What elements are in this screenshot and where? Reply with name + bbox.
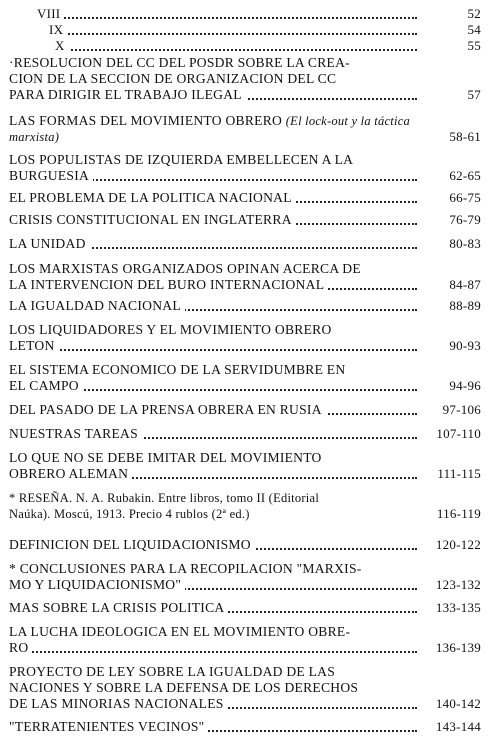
entry-title-line: * CONCLUSIONES PARA LA RECOPILACION "MARXIS- [9,561,362,576]
entry-title-line: LETON [9,338,59,353]
toc-entry [9,402,481,418]
entry-title-line: LOS LIQUIDADORES Y EL MOVIMIENTO OBRERO [9,322,332,337]
entry-pages: 133-135 [435,600,481,615]
toc-entry [9,6,481,22]
entry-title-line: EL CAMPO [9,378,83,393]
entry-title: CRISIS CONSTITUCIONAL EN INGLATERRA [9,212,296,227]
toc-entry [9,600,481,616]
entry-pages: 52 [467,6,481,21]
entry-pages: 76-79 [449,212,481,227]
entry-title: LAS FORMAS DEL MOVIMIENTO OBRERO [9,113,283,128]
entry-title-line: EL SISTEMA ECONOMICO DE LA SERVIDUMBRE EN [9,362,346,377]
toc-entry [9,362,481,394]
entry-title: LA UNIDAD [9,236,90,251]
toc-entry [9,261,481,293]
entry-pages: 123-132 [435,577,481,592]
entry-title-line: ·RESOLUCION DEL CC DEL POSDR SOBRE LA CREA- [9,55,350,70]
entry-pages: 94-96 [449,378,481,393]
entry-pages: 140-142 [435,696,481,711]
entry-title-line: DE LAS MINORIAS NACIONALES [9,696,228,711]
toc-entry [9,490,481,522]
toc-entry [9,22,481,38]
entry-title-line: LA LUCHA IDEOLOGICA EN EL MOVIMIENTO OBRE- [9,624,351,639]
entry-pages: 143-144 [435,719,481,734]
toc-entry [9,664,481,712]
entry-title-line: MO Y LIQUIDACIONISMO" [9,577,185,592]
entry-pages: 62-65 [449,168,481,183]
toc-entry [9,561,481,593]
entry-title: VIII [37,6,64,21]
toc-entry [9,719,481,735]
toc-entry [9,450,481,482]
entry-subtitle: (El lock-out y la táctica marxista) [9,114,411,144]
entry-title: MAS SOBRE LA CRISIS POLITICA [9,600,228,615]
toc-entry [9,190,481,206]
entry-title: X [55,38,69,53]
entry-pages: 66-75 [449,190,481,205]
entry-pages: 55 [467,38,481,53]
toc-entry [9,236,481,252]
entry-title: "TERRATENIENTES VECINOS" [9,719,208,734]
entry-title: IX [49,22,67,37]
entry-pages: 111-115 [437,466,481,481]
toc-entry [9,38,481,54]
entry-title-line: OBRERO ALEMAN [9,466,132,481]
entry-title-line: Naúka). Moscú, 1913. Precio 4 rublos (2ª ed.) [9,507,254,521]
entry-pages: 84-87 [449,277,481,292]
entry-pages: 116-119 [436,506,481,521]
entry-title-line: NACIONES Y SOBRE LA DEFENSA DE LOS DERECHOS [9,680,359,695]
toc-entry [9,298,481,314]
toc-entry [9,624,481,656]
entry-pages: 80-83 [449,236,481,251]
entry-title-line: LOS POPULISTAS DE IZQUIERDA EMBELLECEN A LA [9,152,354,167]
entry-pages: 107-110 [436,426,481,441]
entry-title: LA IGUALDAD NACIONAL [9,298,185,313]
toc-entry [9,537,481,553]
entry-title: DEFINICION DEL LIQUIDACIONISMO [9,537,255,552]
entry-pages: 54 [467,22,481,37]
entry-pages: 58-61 [449,129,481,144]
entry-title-line: RO [9,640,32,655]
toc-entry [9,322,481,354]
entry-title-line: PARA DIRIGIR EL TRABAJO ILEGAL [9,87,246,102]
entry-title-line: BURGUESIA [9,168,93,183]
entry-title: NUESTRAS TAREAS [9,426,142,441]
entry-title-line: CION DE LA SECCION DE ORGANIZACION DEL CC [9,71,337,86]
entry-title-line: LOS MARXISTAS ORGANIZADOS OPINAN ACERCA DE [9,261,361,276]
toc-entry [9,426,481,442]
toc-entry [9,55,481,103]
toc-entry [9,212,481,228]
entry-pages: 97-106 [442,402,481,417]
entry-pages: 120-122 [435,537,481,552]
entry-title-line: LO QUE NO SE DEBE IMITAR DEL MOVIMIENTO [9,450,322,465]
entry-pages: 88-89 [449,298,481,313]
entry-pages: 57 [467,87,481,102]
entry-title-line: LA INTERVENCION DEL BURO INTERNACIONAL [9,277,328,292]
toc-entry [9,152,481,184]
entry-title-line: * RESEÑA. N. A. Rubakin. Entre libros, tomo II (Editorial [9,491,320,505]
entry-pages: 136-139 [435,640,481,655]
entry-title: EL PROBLEMA DE LA POLITICA NACIONAL [9,190,296,205]
entry-title: DEL PASADO DE LA PRENSA OBRERA EN RUSIA [9,402,326,417]
entry-title-line: PROYECTO DE LEY SOBRE LA IGUALDAD DE LAS [9,664,336,679]
entry-pages: 90-93 [449,338,481,353]
toc-entry [9,113,481,145]
